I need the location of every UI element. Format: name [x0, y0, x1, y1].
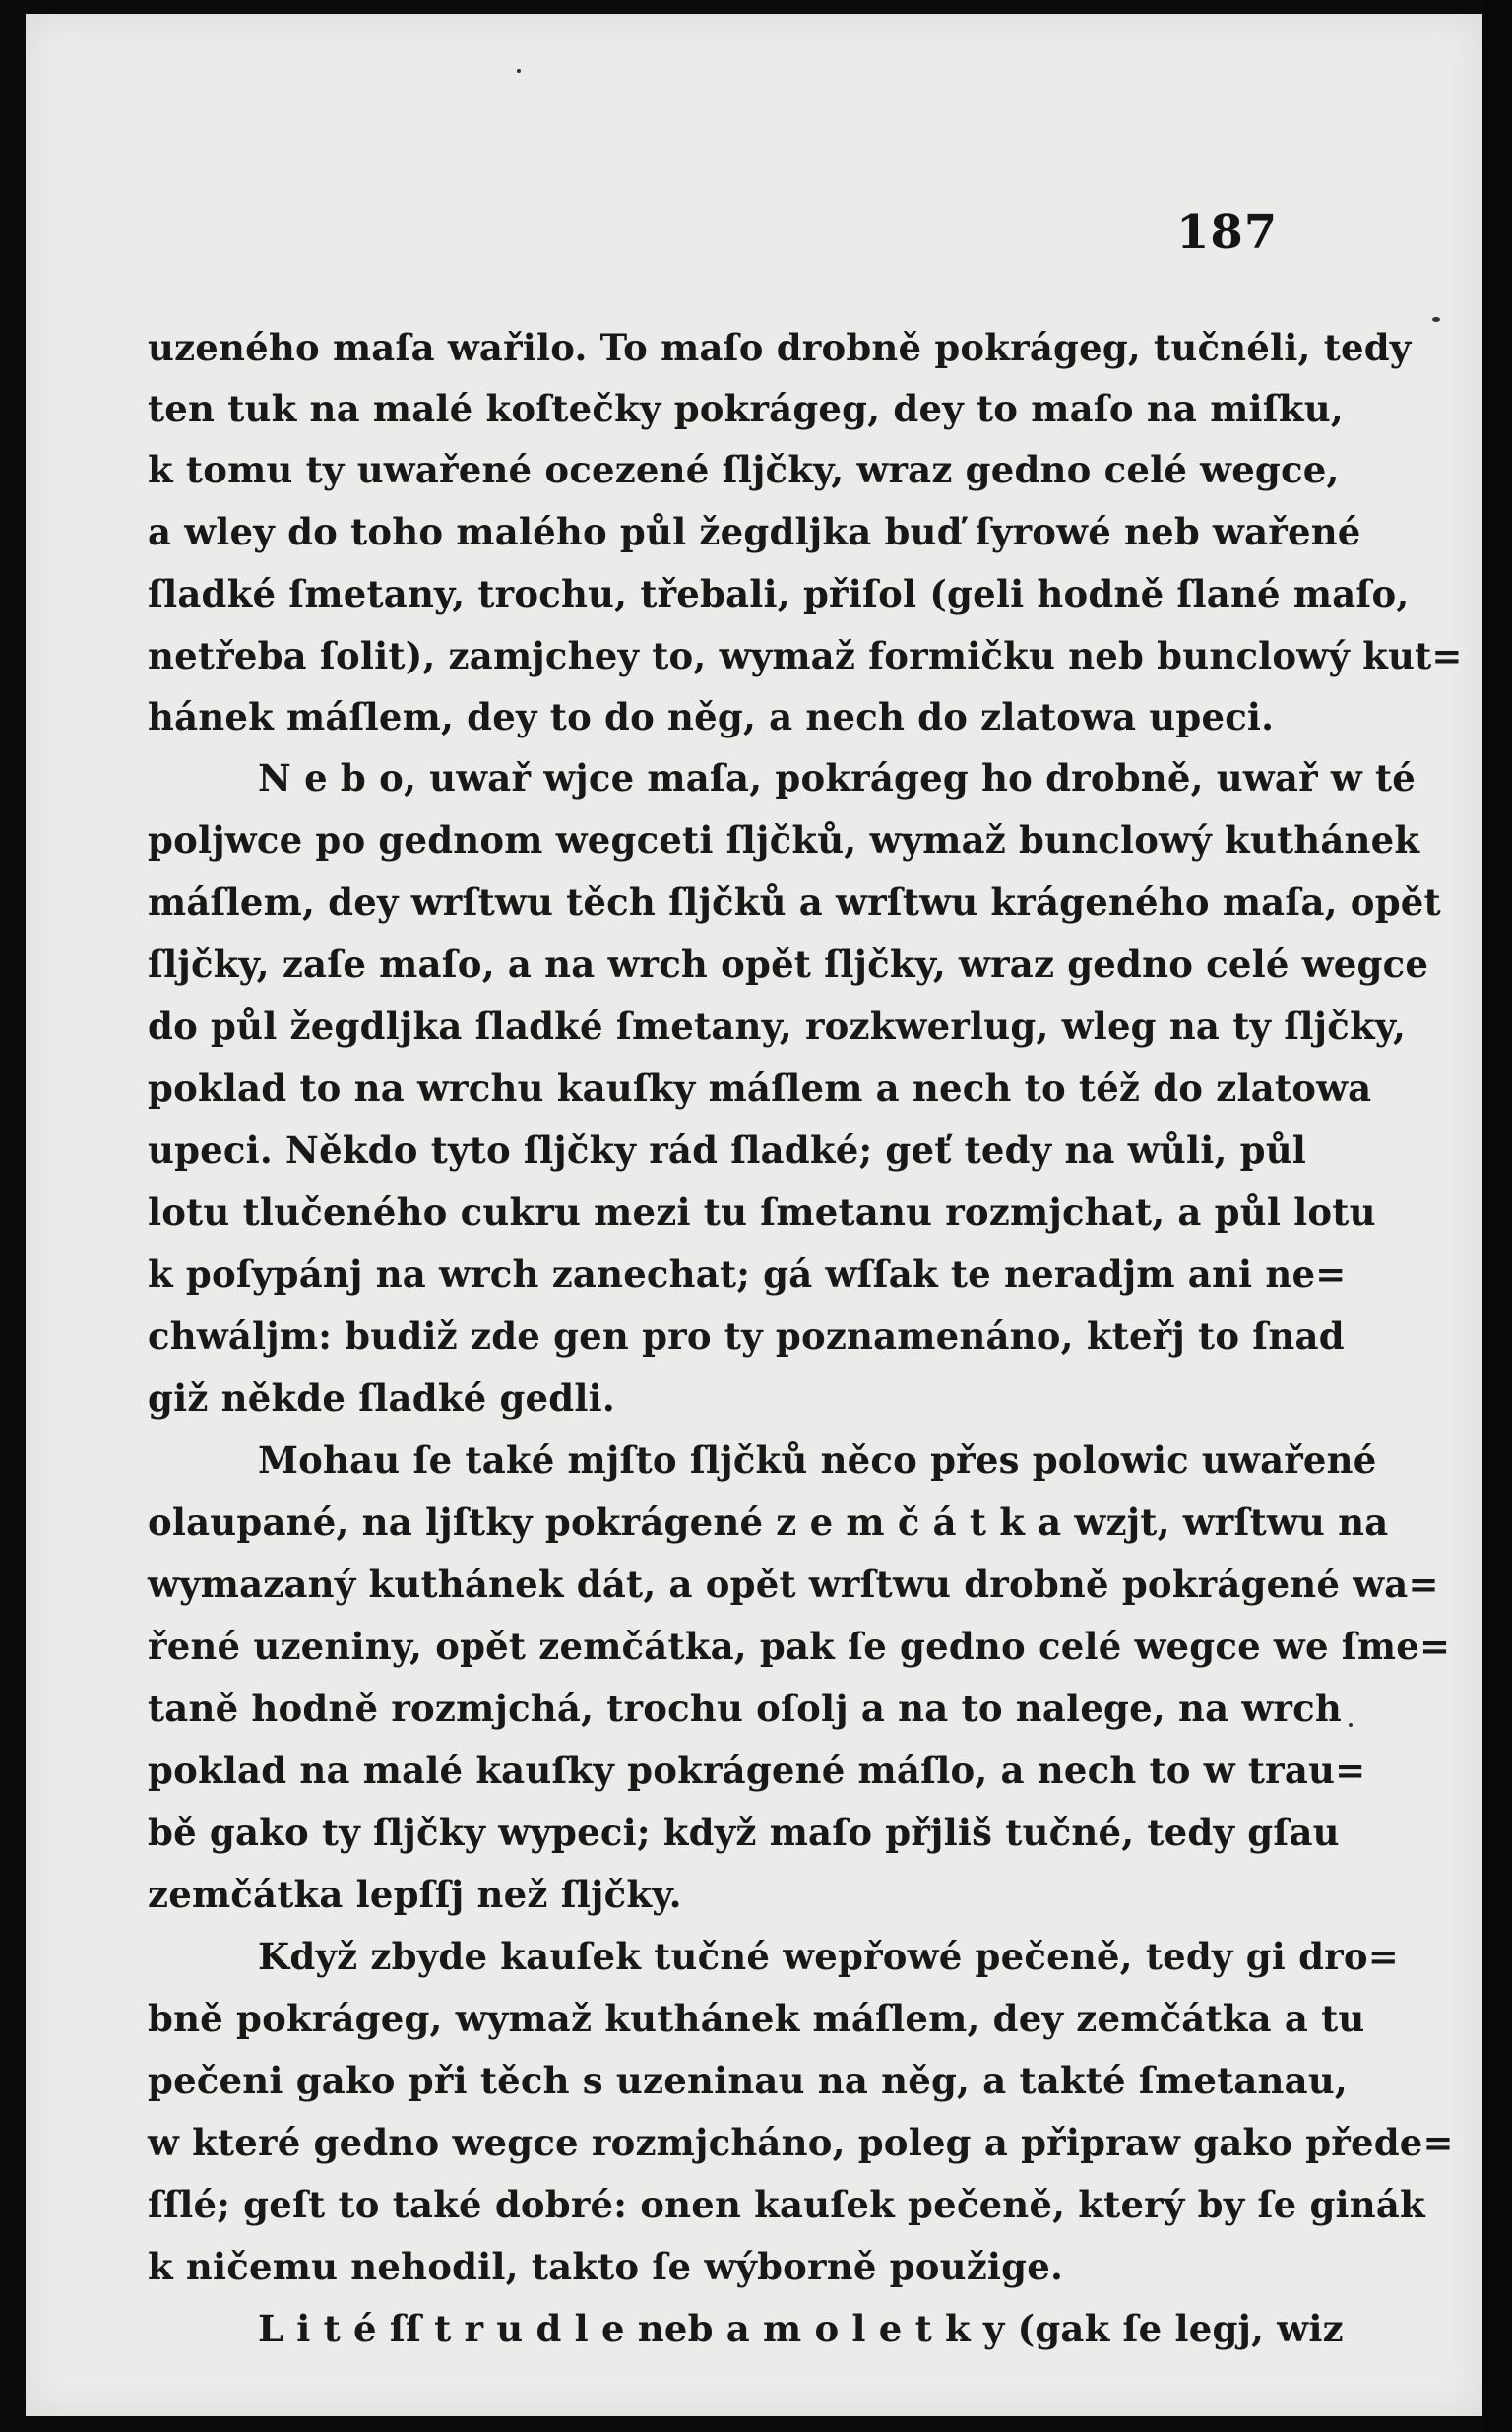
paper-speck: [1432, 317, 1440, 322]
text-line: ten tuk na malé koſtečky pokrágeg, dey to maſo na miſku,: [148, 387, 1344, 430]
text-line: N e b o, uwař wjce maſa, pokrágeg ho drobně, uwař w té: [258, 756, 1417, 800]
page-number: 187: [1176, 205, 1279, 260]
text-line: ſljčky, zaſe maſo, a na wrch opět ſljčky, wraz gedno celé wegce: [148, 942, 1429, 986]
text-line: w které gedno wegce rozmjcháno, poleg a připraw gako přede=: [148, 2121, 1454, 2164]
text-line: L i t é ſſ t r u d l e neb a m o l e t k y (gak ſe legj, wiz: [258, 2307, 1344, 2350]
text-line: do půl žegdljka ſladké ſmetany, rozkwerlug, wleg na ty ſljčky,: [148, 1004, 1407, 1048]
text-line: a wley do toho malého půl žegdljka buď ſyrowé neb wařené: [148, 510, 1361, 553]
text-line: k ničemu nehodil, takto ſe wýborně použige.: [148, 2245, 1064, 2288]
text-line: bě gako ty ſljčky wypeci; když maſo přjliš tučné, tedy gſau: [148, 1811, 1340, 1854]
text-line: bně pokrágeg, wymaž kuthánek máſlem, dey zemčátka a tu: [148, 1997, 1365, 2040]
scan-border: [1482, 0, 1512, 2432]
text-line: zemčátka lepſſj než ſljčky.: [148, 1873, 682, 1916]
text-line: k tomu ty uwařené ocezené ſljčky, wraz gedno celé wegce,: [148, 448, 1340, 491]
text-line: lotu tlučeného cukru mezi tu ſmetanu rozmjchat, a půl lotu: [148, 1190, 1376, 1234]
text-line: poljwce po gednom wegceti ſljčků, wymaž bunclowý kuthánek: [148, 818, 1420, 862]
text-line: giž někde ſladké gedli.: [148, 1376, 615, 1420]
text-line: upeci. Někdo tyto ſljčky rád ſladké; geť tedy na wůli, půl: [148, 1128, 1307, 1172]
text-line: řené uzeniny, opět zemčátka, pak ſe gedno celé wegce we ſme=: [148, 1625, 1451, 1668]
text-line: máſlem, dey wrſtwu těch ſljčků a wrſtwu krágeného maſa, opět: [148, 880, 1441, 924]
text-line: k poſypánj na wrch zanechat; gá wſſak te neradjm ani ne=: [148, 1252, 1347, 1296]
text-line: taně hodně rozmjchá, trochu oſolj a na to nalege, na wrch: [148, 1687, 1342, 1730]
text-line: chwáljm: budiž zde gen pro ty poznamenáno, kteřj to ſnad: [148, 1314, 1345, 1358]
text-line: hánek máſlem, dey to do něg, a nech do zlatowa upeci.: [148, 695, 1275, 738]
text-line: Když zbyde kauſek tučné wepřowé pečeně, tedy gi dro=: [258, 1935, 1399, 1978]
paper-speck: [1349, 1723, 1353, 1727]
text-line: ſladké ſmetany, trochu, třebali, přiſol (geli hodně ſlané maſo,: [148, 572, 1410, 615]
text-line: wymazaný kuthánek dát, a opět wrſtwu drobně pokrágené wa=: [148, 1563, 1439, 1606]
text-line: netřeba ſolit), zamjchey to, wymaž formičku neb bunclowý kut=: [148, 634, 1463, 677]
text-line: Mohau ſe také mjſto ſljčků něco přes polowic uwařené: [258, 1439, 1377, 1482]
text-line: poklad na malé kauſky pokrágené máſlo, a nech to w trau=: [148, 1749, 1366, 1792]
text-line: ſſlé; geſt to také dobré: onen kauſek pečeně, který by ſe ginák: [148, 2183, 1425, 2226]
text-line: olaupané, na ljſtky pokrágené z e m č á t k a wzjt, wrſtwu na: [148, 1501, 1389, 1544]
paper-speck: [517, 69, 521, 73]
text-line: uzeného maſa wařilo. To maſo drobně pokrágeg, tučnéli, tedy: [148, 326, 1412, 369]
text-line: pečeni gako při těch s uzeninau na něg, a takté ſmetanau,: [148, 2059, 1349, 2102]
text-line: poklad to na wrchu kauſky máſlem a nech to též do zlatowa: [148, 1066, 1372, 1110]
